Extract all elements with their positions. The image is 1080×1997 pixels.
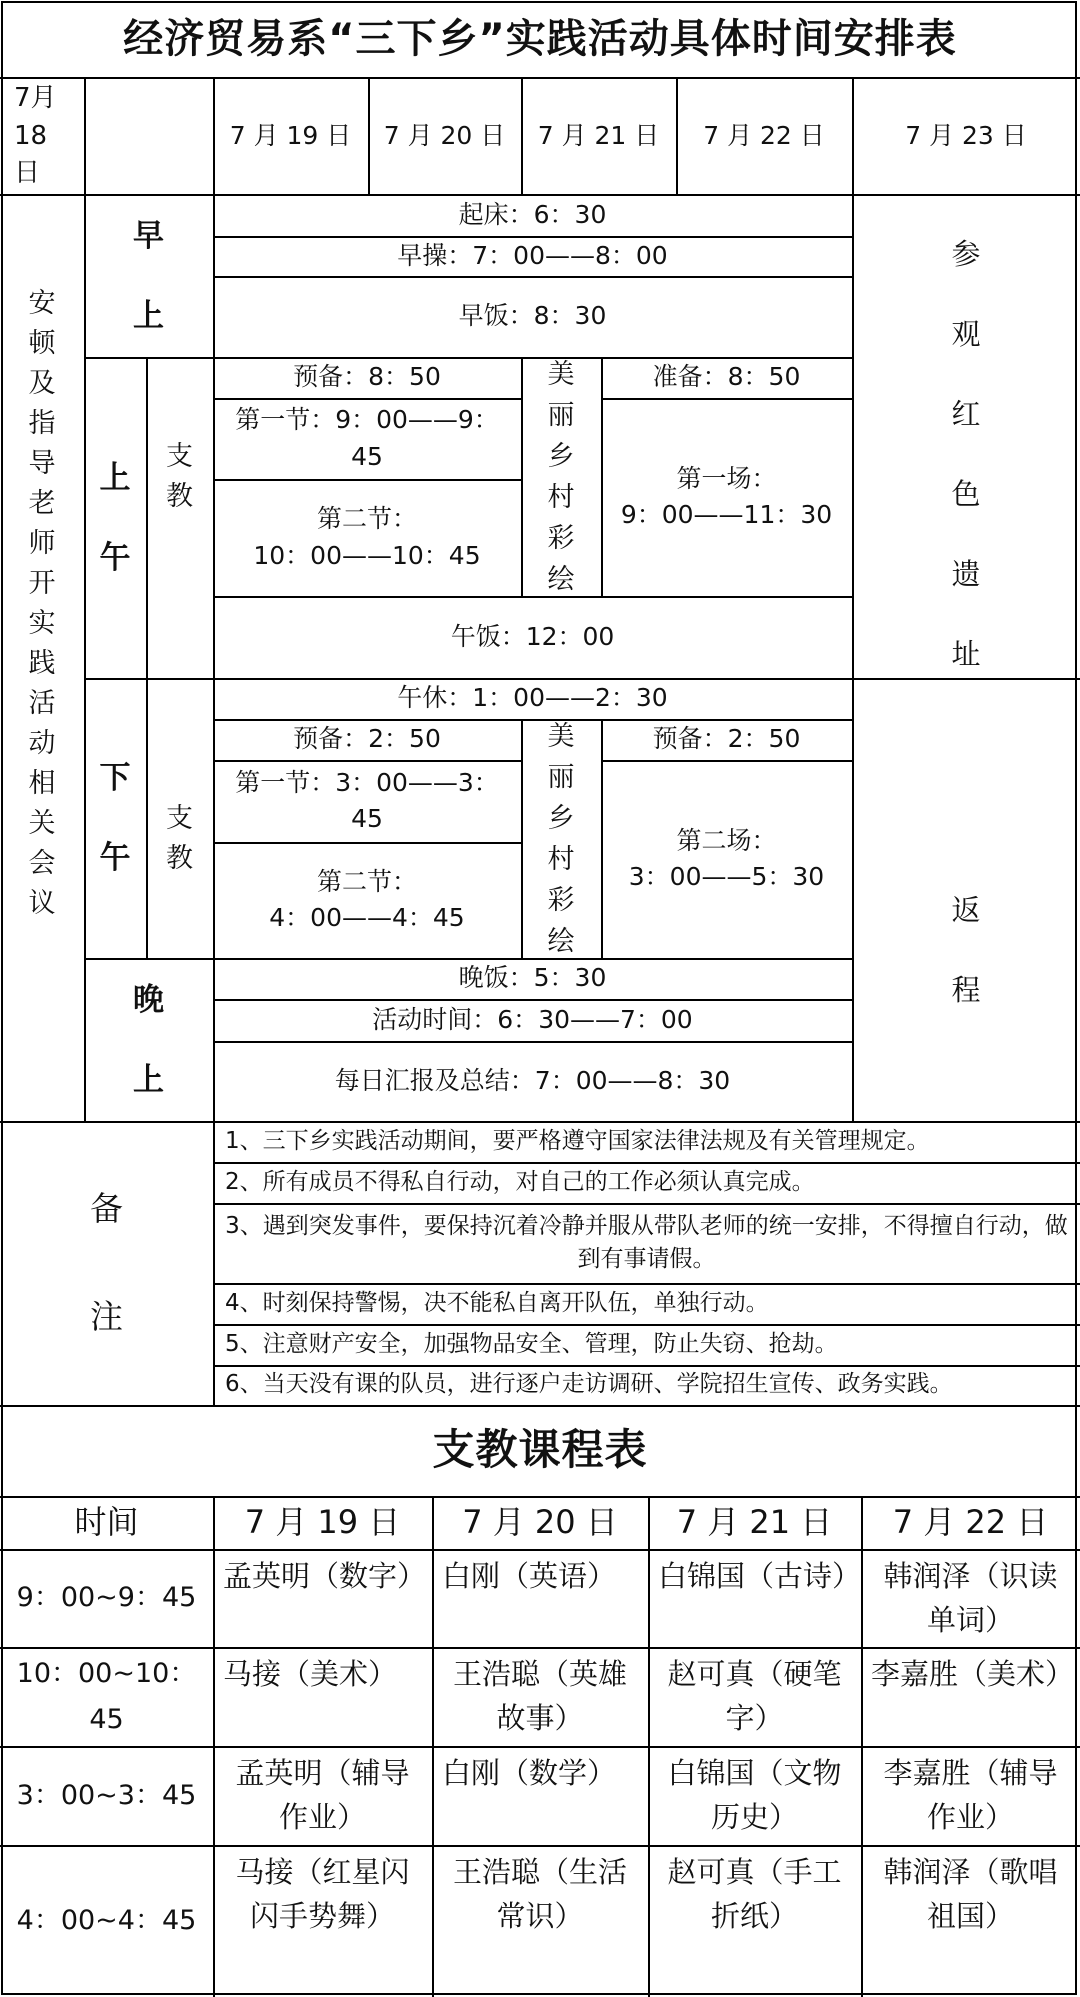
- course-header-jul-20: 7 月 20 日: [462, 1503, 618, 1542]
- schedule-title: 经济贸易系“三下乡”实践活动具体时间安排表: [123, 15, 957, 62]
- course-cell: 白刚（英语）: [442, 1559, 617, 1593]
- afternoon-prep: 预备：2：50: [293, 724, 441, 754]
- village-painting-forenoon: 美 丽 乡 村 彩 绘: [547, 358, 575, 595]
- course-header-jul-22: 7 月 22 日: [892, 1503, 1049, 1542]
- wake-time: 起床：6：30: [458, 199, 607, 229]
- return-trip: 返 程: [951, 892, 981, 1007]
- course-header-jul-19: 7 月 19 日: [244, 1503, 401, 1542]
- course-cell: 孟英明（数字）: [223, 1559, 427, 1593]
- afternoon-prep-2: 预备：2：50: [652, 724, 801, 754]
- course-cell: 韩润泽（歌唱祖国）: [883, 1855, 1058, 1933]
- date-jul-20: 7 月 20 日: [383, 121, 506, 151]
- lunch-time: 午饭：12：00: [450, 621, 615, 651]
- course-cell: 孟英明（辅导作业）: [235, 1756, 410, 1834]
- course-cell: 白锦国（文物历史）: [667, 1756, 842, 1834]
- nap-time: 午休：1：00——2：30: [397, 683, 668, 713]
- forenoon-lesson-1: 第一节：9：00——9： 45: [235, 405, 499, 471]
- date-jul-21: 7 月 21 日: [537, 121, 660, 151]
- course-row-time: 10：00~10： 45: [16, 1657, 197, 1735]
- course-row-time: 9：00~9：45: [16, 1582, 197, 1614]
- daily-report-time: 每日汇报及总结：7：00——8：30: [334, 1065, 731, 1095]
- forenoon-prep: 预备：8：50: [293, 362, 441, 392]
- course-cell: 赵可真（硬笔字）: [667, 1657, 842, 1735]
- teaching-label-afternoon: 支 教: [166, 802, 193, 874]
- note-1: 1、三下乡实践活动期间，要严格遵守国家法律法规及有关管理规定。: [225, 1127, 930, 1154]
- course-table-title: 支教课程表: [432, 1425, 648, 1475]
- note-3: 3、遇到突发事件，要保持沉着冷静并服从带队老师的统一安排，不得擅自行动，做到有事请假。: [225, 1212, 1068, 1272]
- course-cell: 李嘉胜（辅导作业）: [883, 1756, 1058, 1834]
- afternoon-lesson-2: 第二节： 4：00——4：45: [269, 866, 465, 932]
- course-cell: 李嘉胜（美术）: [871, 1657, 1075, 1691]
- activity-time: 活动时间：6：30——7：00: [372, 1004, 693, 1034]
- course-row-time: 4：00~4：45: [16, 1905, 197, 1937]
- teaching-label-forenoon: 支 教: [166, 440, 193, 512]
- session-1: 第一场： 9：00——11：30: [620, 463, 833, 529]
- period-evening: 晚 上: [133, 981, 164, 1098]
- course-header-jul-21: 7 月 21 日: [676, 1503, 833, 1542]
- period-afternoon: 下 午: [99, 760, 131, 876]
- course-cell: 白刚（数学）: [442, 1756, 617, 1790]
- note-6: 6、当天没有课的队员，进行逐户走访调研、学院招生宣传、政务实践。: [225, 1371, 953, 1398]
- date-jul-23: 7 月 23 日: [905, 121, 1027, 151]
- course-cell: 白锦国（古诗）: [658, 1559, 862, 1593]
- note-4: 4、时刻保持警惕，决不能私自离开队伍，单独行动。: [225, 1289, 769, 1316]
- date-jul-18: 7月 18 日: [14, 82, 57, 189]
- note-5: 5、注意财产安全，加强物品安全、管理，防止失窃、抢劫。: [225, 1330, 838, 1357]
- day18-activity: 安 顿 及 指 导 老 师 开 实 践 活 动 相 关 会 议: [28, 288, 56, 919]
- visit-red-site: 参 观 红 色 遗 址: [951, 237, 981, 671]
- forenoon-prep-2: 准备：8：50: [652, 362, 801, 392]
- course-cell: 韩润泽（识读单词）: [883, 1559, 1058, 1637]
- session-2: 第二场： 3：00——5：30: [628, 825, 825, 891]
- course-cell: 马接（红星闪闪手势舞）: [235, 1855, 410, 1933]
- course-row-time: 3：00~3：45: [16, 1779, 197, 1811]
- notes-label: 备 注: [90, 1189, 123, 1336]
- course-cell: 王浩聪（英雄故事）: [452, 1657, 627, 1735]
- afternoon-lesson-1: 第一节：3：00——3： 45: [235, 767, 499, 833]
- course-header-time: 时间: [74, 1503, 139, 1542]
- period-early-morning: 早 上: [133, 217, 164, 334]
- course-cell: 马接（美术）: [223, 1657, 398, 1691]
- course-cell: 赵可真（手工折纸）: [667, 1855, 842, 1933]
- course-cell: 王浩聪（生活常识）: [452, 1855, 627, 1933]
- dinner-time: 晚饭：5：30: [458, 963, 607, 993]
- note-2: 2、所有成员不得私自行动，对自己的工作必须认真完成。: [225, 1168, 815, 1195]
- date-jul-22: 7 月 22 日: [703, 121, 825, 151]
- date-jul-19: 7 月 19 日: [229, 121, 352, 151]
- breakfast-time: 早饭：8：30: [458, 301, 607, 331]
- period-forenoon: 上 午: [99, 459, 131, 576]
- village-painting-afternoon: 美 丽 乡 村 彩 绘: [547, 720, 575, 957]
- forenoon-lesson-2: 第二节： 10：00——10：45: [253, 504, 481, 570]
- exercise-time: 早操：7：00——8：00: [397, 240, 668, 270]
